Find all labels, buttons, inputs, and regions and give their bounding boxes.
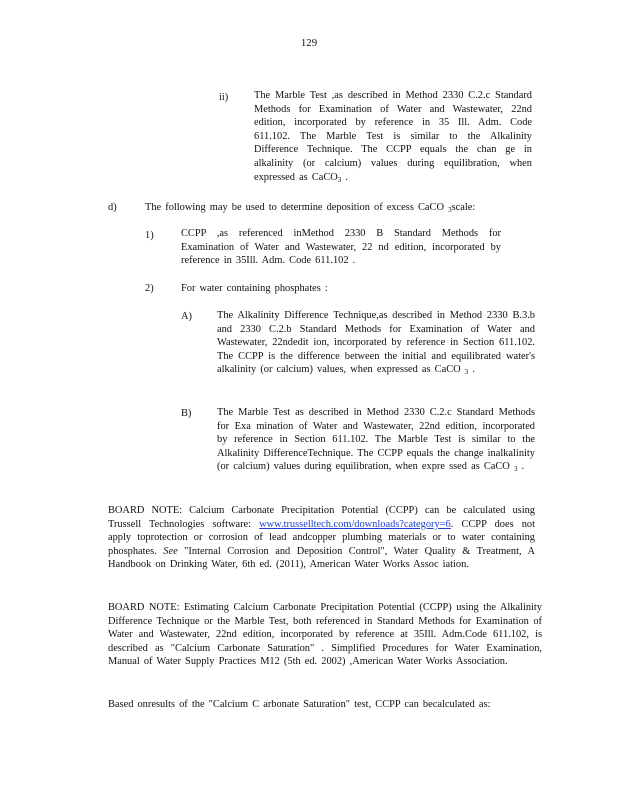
board-note-1 bbox=[108, 504, 535, 572]
item-2-label: 2) bbox=[145, 283, 154, 294]
item-A-label: A) bbox=[181, 311, 192, 322]
item-1-label: 1) bbox=[145, 230, 154, 241]
item-1-text: CCPP ,as referenced inMethod 2330 B Standard Methods for Examination of Water and Wastewater, 22 nd edition, incorporated by reference in 35Ill. Adm. Code 611.102 . bbox=[181, 228, 501, 267]
item-d-end: scale: bbox=[451, 202, 476, 213]
closing-line: Based onresults of the "Calcium C arbonate Saturation" test, CCPP can becalculated as: bbox=[108, 699, 491, 710]
board-note-1-text-end: "Internal Corrosion and Deposition Control", Water Quality & Treatment, A Handbook on Drinking Water, 6th ed. (2011), American Water Works Assoc iation. bbox=[108, 545, 535, 571]
item-B-text bbox=[217, 406, 535, 474]
board-note-1-text-after: . CCPP does not apply toprotection or corrosion of lead andcopper plumbing materials or to water containing phosphates. bbox=[108, 518, 536, 557]
item-d-text bbox=[145, 201, 535, 215]
item-A-body: The Alkalinity Difference Technique,as described in Method 2330 B.3.b and 2330 C.2.b Standard Methods for Examination of Water and Wastewater, 22ndedit ion, incorporated by reference in Section 611.102. The CCPP is the difference between the initial and equilibrated water's alkalinity (or calcium) values, when expressed as CaCO bbox=[217, 310, 535, 376]
trusselltech-link[interactable]: www.trusselltech.com/downloads?category=6 bbox=[259, 518, 451, 530]
item-B-label: B) bbox=[181, 408, 192, 419]
see-label: See bbox=[163, 545, 178, 557]
page-number: 129 bbox=[300, 37, 318, 49]
item-ii-subscript: 3 bbox=[337, 175, 342, 184]
item-A-end: . bbox=[472, 364, 475, 376]
board-note-1-text: BOARD NOTE: Calcium Carbonate Precipitation Potential (CCPP) can be calculated using Trussell Technologies software: bbox=[108, 505, 535, 530]
item-B-subscript: 3 bbox=[513, 465, 518, 474]
item-ii-end: . bbox=[345, 171, 349, 183]
item-2-text: For water containing phosphates : bbox=[181, 283, 328, 294]
item-ii-text bbox=[254, 89, 532, 184]
item-A-subscript: 3 bbox=[464, 368, 469, 377]
item-ii-body: The Marble Test ,as described in Method 2330 C.2.c Standard Methods for Examination of Water and Wastewater, 22nd edition, incorporated by reference in 35 Ill. Adm. Code 611.102. The Marble Test is similar to the Alkalinity Difference Technique. The CCPP equals the chan ge in alkalinity (or calcium) values during equilibration, when expressed as CaCO bbox=[254, 90, 532, 183]
item-B-body: The Marble Test as described in Method 2330 C.2.c Standard Methods for Exa mination of Water and Wastewater, 22nd edition, incorporated by reference in Section 611.102. The Marble Test is similar to the Alkalinity DifferenceTechnique. The CCPP equals the change inalkalinity (or calcium) values during equilibration, when expre ssed as CaCO bbox=[217, 407, 535, 473]
item-A-text bbox=[217, 309, 535, 377]
item-B-end: . bbox=[521, 461, 525, 473]
board-note-2: BOARD NOTE: Estimating Calcium Carbonate Precipitation Potential (CCPP) using the Alkalinity Difference Technique or the Marble Test, both referenced in Standard Methods for Examination of Water and Wastewater, 22nd edition, incorporated by reference at 35Ill. Adm.Code 611.102, is described as "Calcium Carbonate Saturation" . Simplified Procedures for Water Examination, Manual of Water Supply Practices M12 (5th ed. 2002) ,American Water Works Association. bbox=[108, 602, 542, 668]
item-d-body: The following may be used to determine deposition of excess CaCO bbox=[145, 202, 444, 213]
item-d-label: d) bbox=[108, 202, 117, 213]
item-d-subscript: 3 bbox=[448, 206, 452, 214]
item-ii-label: ii) bbox=[219, 92, 229, 103]
